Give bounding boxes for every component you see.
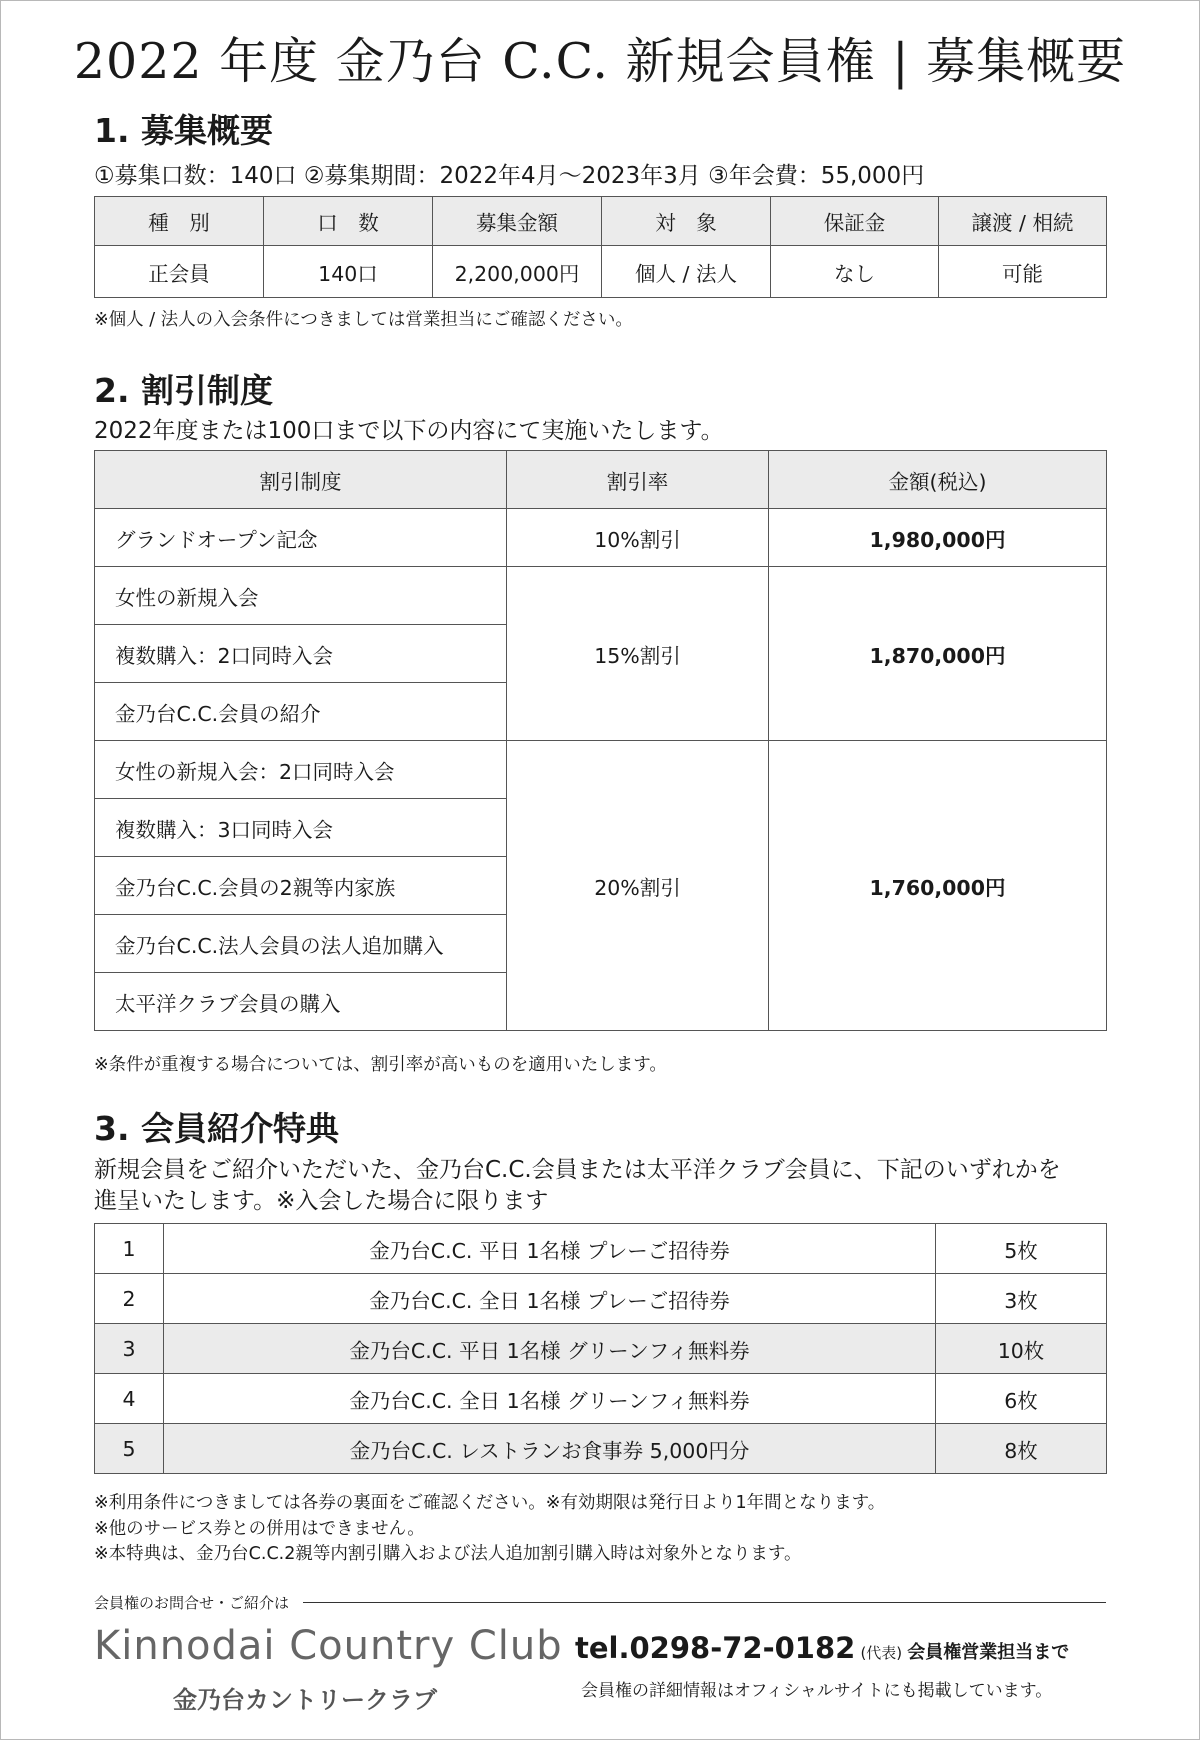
benefit-item: 金乃台C.C. レストランお食事券 5,000円分 bbox=[164, 1424, 936, 1474]
benefit-number: 3 bbox=[95, 1324, 164, 1374]
benefit-quantity: 5枚 bbox=[936, 1224, 1107, 1274]
benefit-number: 5 bbox=[95, 1424, 164, 1474]
section3-note: ※他のサービス券との併用はできません。 bbox=[94, 1519, 425, 1539]
discount-price: 1,870,000円 bbox=[769, 567, 1107, 741]
benefit-number: 4 bbox=[95, 1374, 164, 1424]
section3-heading: 3. 会員紹介特典 bbox=[94, 1109, 339, 1148]
club-logo-english: Kinnodai Country Club bbox=[94, 1623, 563, 1669]
benefit-quantity: 6枚 bbox=[936, 1374, 1107, 1424]
website-note: 会員権の詳細情報はオフィシャルサイトにも掲載しています。 bbox=[581, 1681, 1053, 1701]
benefit-number: 2 bbox=[95, 1274, 164, 1324]
discount-condition: 女性の新規入会 bbox=[95, 567, 507, 625]
phone-number: tel.0298-72-0182 bbox=[575, 1631, 856, 1665]
benefit-number: 1 bbox=[95, 1224, 164, 1274]
benefit-quantity: 8枚 bbox=[936, 1424, 1107, 1474]
discount-condition: 金乃台C.C.会員の紹介 bbox=[95, 683, 507, 741]
table-row bbox=[95, 246, 1107, 298]
cell-transfer: 可能 bbox=[939, 246, 1107, 298]
benefit-item: 金乃台C.C. 平日 1名様 グリーンフィ無料券 bbox=[164, 1324, 936, 1374]
table-row bbox=[95, 741, 1107, 799]
table-row bbox=[95, 1324, 1107, 1374]
contact-divider bbox=[303, 1602, 1106, 1603]
referral-intro-line1: 新規会員をご紹介いただいた、金乃台C.C.会員または太平洋クラブ会員に、下記のいずれかを bbox=[94, 1157, 1061, 1183]
discount-rate: 20%割引 bbox=[507, 741, 769, 1031]
section1-note: ※個人 / 法人の入会条件につきましては営業担当にご確認ください。 bbox=[94, 310, 633, 330]
table-header-row bbox=[95, 197, 1107, 246]
discount-condition: 太平洋クラブ会員の購入 bbox=[95, 973, 507, 1031]
discount-price: 1,760,000円 bbox=[769, 741, 1107, 1031]
table-row bbox=[95, 509, 1107, 567]
section1-heading: 1. 募集概要 bbox=[94, 111, 273, 150]
discount-condition: 女性の新規入会：2口同時入会 bbox=[95, 741, 507, 799]
section2-note: ※条件が重複する場合については、割引率が高いものを適用いたします。 bbox=[94, 1055, 667, 1075]
table-row bbox=[95, 1224, 1107, 1274]
cell-amount: 2,200,000円 bbox=[433, 246, 602, 298]
referral-benefit-table bbox=[94, 1223, 1107, 1474]
header-units: 口 数 bbox=[264, 197, 433, 246]
header-deposit: 保証金 bbox=[771, 197, 939, 246]
table-row bbox=[95, 1274, 1107, 1324]
referral-intro-line2: 進呈いたします。※入会した場合に限ります bbox=[94, 1188, 549, 1214]
cell-deposit: なし bbox=[771, 246, 939, 298]
header-type: 種 別 bbox=[95, 197, 264, 246]
table-row bbox=[95, 567, 1107, 625]
cell-type: 正会員 bbox=[95, 246, 264, 298]
benefit-quantity: 3枚 bbox=[936, 1274, 1107, 1324]
discount-price: 1,980,000円 bbox=[769, 509, 1107, 567]
recruitment-table bbox=[94, 196, 1107, 298]
header-discount-rate: 割引率 bbox=[507, 451, 769, 509]
recruitment-summary: ①募集口数：140口 ②募集期間：2022年4月〜2023年3月 ③年会費：55,000円 bbox=[94, 163, 925, 189]
section3-note: ※本特典は、金乃台C.C.2親等内割引購入および法人追加割引購入時は対象外となります。 bbox=[94, 1544, 802, 1564]
discount-table bbox=[94, 450, 1107, 1031]
cell-target: 個人 / 法人 bbox=[602, 246, 771, 298]
header-target: 対 象 bbox=[602, 197, 771, 246]
table-row bbox=[95, 1374, 1107, 1424]
club-logo-japanese: 金乃台カントリークラブ bbox=[173, 1686, 437, 1714]
discount-condition: 複数購入：2口同時入会 bbox=[95, 625, 507, 683]
discount-condition: 金乃台C.C.会員の2親等内家族 bbox=[95, 857, 507, 915]
contact-department: 会員権営業担当まで bbox=[907, 1642, 1070, 1663]
benefit-item: 金乃台C.C. 全日 1名様 グリーンフィ無料券 bbox=[164, 1374, 936, 1424]
discount-condition: グランドオープン記念 bbox=[95, 509, 507, 567]
discount-intro: 2022年度または100口まで以下の内容にて実施いたします。 bbox=[94, 418, 724, 444]
benefit-item: 金乃台C.C. 平日 1名様 プレーご招待券 bbox=[164, 1224, 936, 1274]
section3-note: ※利用条件につきましては各券の裏面をご確認ください。※有効期限は発行日より1年間となります。 bbox=[94, 1493, 886, 1513]
contact-phone bbox=[575, 1631, 1069, 1665]
table-row bbox=[95, 1424, 1107, 1474]
header-amount: 募集金額 bbox=[433, 197, 602, 246]
header-discount-type: 割引制度 bbox=[95, 451, 507, 509]
benefit-quantity: 10枚 bbox=[936, 1324, 1107, 1374]
page-title: 2022 年度 金乃台 C.C. 新規会員権 | 募集概要 bbox=[73, 33, 1127, 90]
discount-rate: 10%割引 bbox=[507, 509, 769, 567]
benefit-item: 金乃台C.C. 全日 1名様 プレーご招待券 bbox=[164, 1274, 936, 1324]
section2-heading: 2. 割引制度 bbox=[94, 371, 273, 410]
discount-rate: 15%割引 bbox=[507, 567, 769, 741]
header-transfer: 譲渡 / 相続 bbox=[939, 197, 1107, 246]
cell-units: 140口 bbox=[264, 246, 433, 298]
phone-note: (代表) bbox=[860, 1644, 903, 1662]
contact-label: 会員権のお問合せ・ご紹介は bbox=[94, 1594, 290, 1612]
table-header-row bbox=[95, 451, 1107, 509]
discount-condition: 複数購入：3口同時入会 bbox=[95, 799, 507, 857]
header-price: 金額(税込) bbox=[769, 451, 1107, 509]
discount-condition: 金乃台C.C.法人会員の法人追加購入 bbox=[95, 915, 507, 973]
